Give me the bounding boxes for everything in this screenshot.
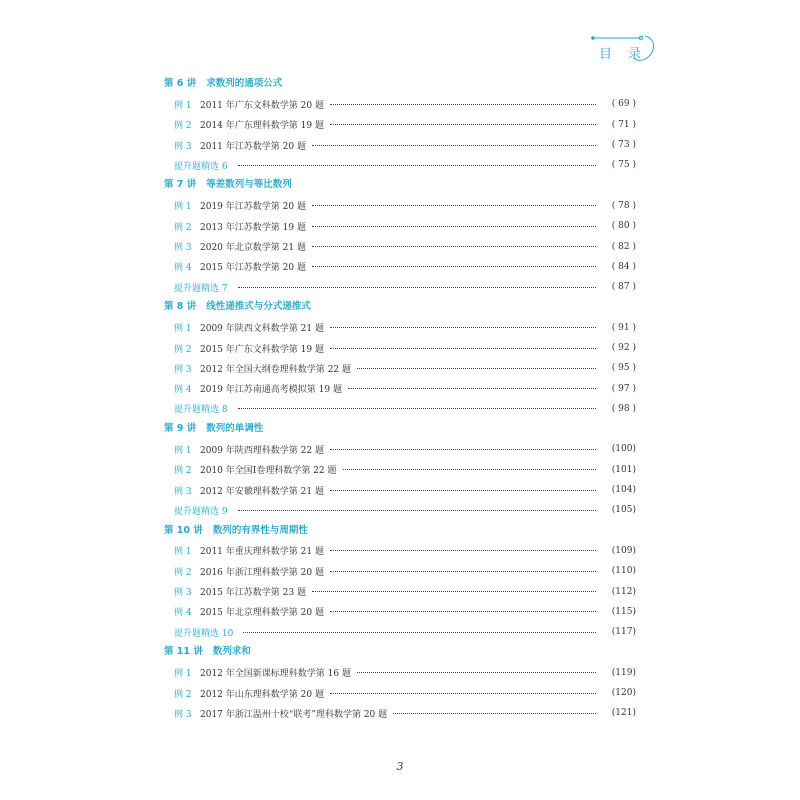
- chapter-number: 第 10 讲: [164, 524, 203, 536]
- entry-label: 例 3: [174, 709, 192, 720]
- entry-label: 例 1: [174, 445, 192, 456]
- entry-label: 例 1: [174, 100, 192, 111]
- chapter-title: 数列的有界性与周期性: [212, 524, 308, 536]
- dot-leader: [330, 449, 596, 450]
- dot-leader: [330, 348, 596, 349]
- entry-label: 例 4: [174, 385, 192, 396]
- toc-entry[interactable]: [164, 135, 636, 155]
- dot-leader: [238, 510, 596, 511]
- entry-title: 2015 年广东文科数学第 19 题: [200, 344, 324, 355]
- toc-entry[interactable]: [164, 439, 636, 459]
- dot-leader: [330, 693, 596, 694]
- dot-leader: [312, 226, 596, 227]
- dot-leader: [312, 266, 596, 267]
- chapter-heading: [164, 521, 636, 541]
- entry-title: 2009 年陕西文科数学第 21 题: [200, 324, 324, 335]
- entry-page-number: ( 82 ): [611, 241, 636, 252]
- dot-leader: [312, 205, 596, 206]
- entry-page-number: ( 95 ): [611, 363, 636, 374]
- dot-leader: [330, 327, 596, 328]
- toc-entry[interactable]: [164, 460, 636, 480]
- toc-entry[interactable]: [164, 622, 636, 642]
- toc-entry[interactable]: [164, 216, 636, 236]
- running-header: [585, 30, 665, 70]
- entry-label: 例 3: [174, 243, 192, 254]
- entry-title: 2015 年北京理科数学第 20 题: [200, 608, 324, 619]
- entry-title: 2013 年江苏数学第 19 题: [200, 222, 306, 233]
- dot-leader: [330, 550, 596, 551]
- entry-page-number: (100): [611, 444, 636, 455]
- entry-label: 例 2: [174, 567, 192, 578]
- dot-leader: [312, 145, 596, 146]
- header-title: 目 录: [599, 47, 648, 62]
- entry-label: 例 3: [174, 141, 192, 152]
- toc-entry[interactable]: [164, 500, 636, 520]
- entry-page-number: ( 98 ): [611, 403, 636, 414]
- toc-entry[interactable]: [164, 277, 636, 297]
- entry-title: 2011 年江苏数学第 20 题: [200, 141, 306, 152]
- entry-title: 2012 年山东理科数学第 20 题: [200, 689, 324, 700]
- dot-leader: [393, 713, 596, 714]
- chapter-heading: [164, 297, 636, 317]
- entry-title: 2011 年广东文科数学第 20 题: [200, 100, 324, 111]
- entry-page-number: (101): [611, 464, 636, 475]
- entry-label: 提升题精选 7: [174, 283, 228, 294]
- chapter-title: 求数列的通项公式: [206, 78, 283, 89]
- entry-title: 2014 年广东理科数学第 19 题: [200, 121, 324, 132]
- dot-leader: [348, 388, 596, 389]
- entry-title: 2019 年江苏数学第 20 题: [200, 202, 306, 213]
- entry-label: 例 3: [174, 486, 192, 497]
- entry-page-number: ( 84 ): [611, 261, 636, 272]
- entry-label: 提升题精选 6: [174, 161, 228, 172]
- toc-entry[interactable]: [164, 358, 636, 378]
- toc-entry[interactable]: [164, 581, 636, 601]
- dot-leader: [312, 246, 596, 247]
- dot-leader: [343, 469, 597, 470]
- chapter-number: 第 9 讲: [164, 423, 197, 435]
- toc-entry[interactable]: [164, 115, 636, 135]
- dot-leader: [312, 591, 596, 592]
- dot-leader: [330, 571, 596, 572]
- entry-title: 2017 年浙江温州十校“联考”理科数学第 20 题: [200, 709, 388, 720]
- entry-page-number: ( 75 ): [611, 160, 636, 171]
- entry-page-number: ( 78 ): [611, 200, 636, 211]
- entry-label: 例 2: [174, 121, 192, 132]
- dot-leader: [238, 165, 596, 166]
- chapter-title: 等差数列与等比数列: [206, 179, 292, 191]
- dot-leader: [238, 287, 596, 288]
- toc-entry[interactable]: [164, 399, 636, 419]
- toc-entry[interactable]: [164, 541, 636, 561]
- entry-title: 2016 年浙江理科数学第 20 题: [200, 567, 324, 578]
- toc-entry[interactable]: [164, 257, 636, 277]
- entry-label: 例 2: [174, 689, 192, 700]
- chapter-number: 第 8 讲: [164, 301, 197, 313]
- toc-entry[interactable]: [164, 338, 636, 358]
- entry-label: 例 3: [174, 364, 192, 375]
- dot-leader: [238, 408, 596, 409]
- entry-label: 例 3: [174, 588, 192, 599]
- entry-page-number: (121): [611, 708, 636, 719]
- entry-page-number: (110): [611, 566, 636, 577]
- entry-label: 例 4: [174, 608, 192, 619]
- toc-entry[interactable]: [164, 663, 636, 683]
- dot-leader: [330, 104, 596, 105]
- chapter-title: 线性递推式与分式递推式: [206, 301, 311, 313]
- entry-label: 提升题精选 8: [174, 405, 228, 416]
- toc-entry[interactable]: [164, 480, 636, 500]
- entry-page-number: (117): [611, 627, 636, 638]
- entry-label: 例 2: [174, 344, 192, 355]
- dot-leader: [357, 368, 596, 369]
- entry-page-number: ( 92 ): [611, 343, 636, 353]
- entry-title: 2011 年重庆理科数学第 21 题: [200, 547, 324, 558]
- entry-label: 例 2: [174, 222, 192, 233]
- toc-entry[interactable]: [164, 155, 636, 175]
- toc-entry[interactable]: [164, 683, 636, 703]
- table-of-contents: [164, 74, 636, 724]
- chapter-number: 第 6 讲: [164, 78, 197, 89]
- entry-label: 例 1: [174, 202, 192, 213]
- entry-page-number: (115): [611, 606, 636, 617]
- toc-entry[interactable]: [164, 236, 636, 256]
- chapter-title: 数列求和: [212, 646, 251, 658]
- toc-entry[interactable]: [164, 94, 636, 114]
- entry-page-number: ( 97 ): [611, 383, 636, 394]
- toc-entry[interactable]: [164, 561, 636, 581]
- entry-title: 2010 年全国Ⅰ卷理科数学第 22 题: [200, 466, 337, 477]
- dot-leader: [330, 611, 596, 612]
- entry-label: 提升题精选 9: [174, 506, 228, 517]
- entry-title: 2012 年安徽理科数学第 21 题: [200, 486, 324, 497]
- entry-page-number: ( 80 ): [611, 221, 636, 232]
- chapter-number: 第 11 讲: [164, 646, 203, 658]
- entry-page-number: (104): [611, 485, 636, 496]
- dot-leader: [243, 632, 596, 633]
- chapter-heading: [164, 419, 636, 439]
- entry-label: 例 1: [174, 669, 192, 680]
- toc-entry[interactable]: [164, 378, 636, 398]
- chapter-number: 第 7 讲: [164, 179, 197, 191]
- toc-entry[interactable]: [164, 602, 636, 622]
- entry-title: 2015 年江苏数学第 20 题: [200, 263, 306, 274]
- entry-page-number: ( 71 ): [611, 119, 636, 130]
- chapter-heading: [164, 74, 636, 94]
- entry-page-number: (105): [611, 505, 636, 516]
- toc-entry[interactable]: [164, 196, 636, 216]
- chapter-heading: [164, 642, 636, 662]
- page-number: 3: [396, 760, 404, 773]
- entry-page-number: (109): [611, 545, 636, 556]
- entry-page-number: ( 69 ): [611, 99, 636, 110]
- dot-leader: [357, 672, 596, 673]
- entry-title: 2012 年全国新课标理科数学第 16 题: [200, 669, 351, 680]
- chapter-heading: [164, 175, 636, 195]
- dot-leader: [330, 124, 596, 125]
- entry-label: 例 1: [174, 547, 192, 558]
- entry-title: 2019 年江苏南通高考模拟第 19 题: [200, 385, 342, 396]
- entry-page-number: ( 73 ): [611, 140, 636, 151]
- chapter-title: 数列的单调性: [206, 423, 264, 435]
- entry-page-number: (120): [611, 688, 636, 699]
- entry-page-number: ( 87 ): [611, 282, 636, 293]
- entry-label: 提升题精选 10: [174, 628, 234, 639]
- entry-title: 2020 年北京数学第 21 题: [200, 243, 306, 254]
- entry-page-number: ( 91 ): [611, 322, 636, 333]
- entry-label: 例 4: [174, 263, 192, 274]
- dot-leader: [330, 490, 596, 491]
- toc-entry[interactable]: [164, 703, 636, 723]
- entry-title: 2009 年陕西理科数学第 22 题: [200, 445, 324, 456]
- entry-title: 2015 年江苏数学第 23 题: [200, 588, 306, 599]
- entry-page-number: (119): [611, 667, 636, 678]
- entry-page-number: (112): [611, 586, 636, 597]
- entry-title: 2012 年全国大纲卷理科数学第 22 题: [200, 364, 351, 375]
- entry-label: 例 2: [174, 466, 192, 477]
- toc-entry[interactable]: [164, 318, 636, 338]
- entry-label: 例 1: [174, 324, 192, 335]
